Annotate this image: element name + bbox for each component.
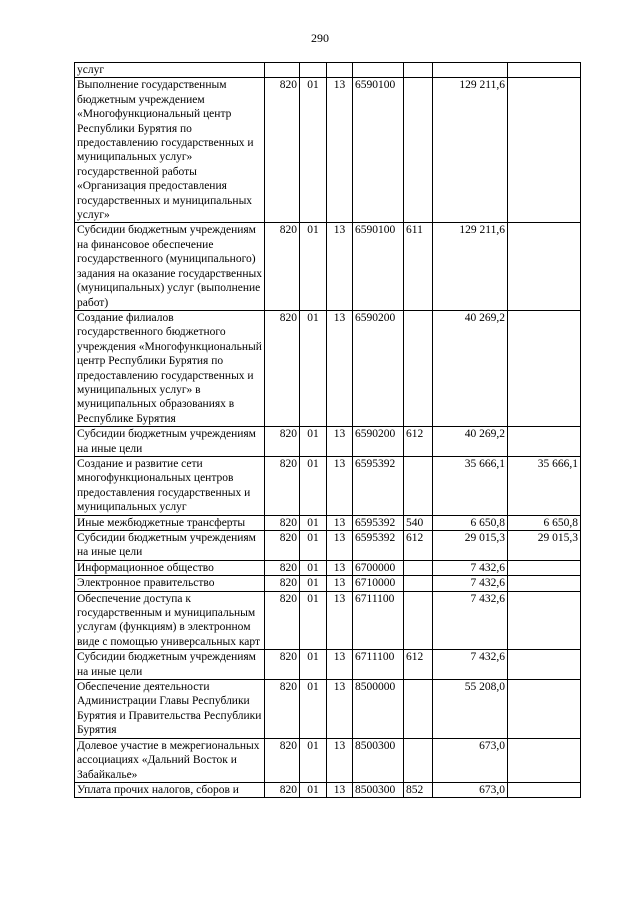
row-subsection-code: 13 bbox=[327, 576, 353, 591]
row-expense-type-code: 611 bbox=[404, 223, 433, 310]
row-subsection-code: 13 bbox=[327, 427, 353, 457]
row-description: Выполнение государственным бюджетным учреждением «Многофункциональный центр Республики Бурятия по предоставлению государственных и муниципальных услуг» государственной работы «Организация предоставления государственных и муниципальных услуг» bbox=[75, 78, 265, 223]
row-subsection-code: 13 bbox=[327, 782, 353, 797]
row-subsection-code: 13 bbox=[327, 456, 353, 515]
table-row bbox=[75, 738, 581, 782]
row-amount-federal bbox=[508, 591, 581, 650]
row-ministry-code: 820 bbox=[265, 456, 300, 515]
row-description: Информационное общество bbox=[75, 560, 265, 575]
row-target-article-code: 6711100 bbox=[353, 591, 404, 650]
row-amount: 29 015,3 bbox=[433, 531, 508, 561]
row-subsection-code: 13 bbox=[327, 650, 353, 680]
row-amount: 55 208,0 bbox=[433, 680, 508, 739]
row-ministry-code: 820 bbox=[265, 591, 300, 650]
table-row bbox=[75, 782, 581, 797]
row-subsection-code: 13 bbox=[327, 223, 353, 310]
row-amount-federal bbox=[508, 738, 581, 782]
row-amount: 673,0 bbox=[433, 738, 508, 782]
row-section-code: 01 bbox=[300, 223, 327, 310]
row-subsection-code: 13 bbox=[327, 78, 353, 223]
budget-table bbox=[74, 62, 581, 798]
row-description: Субсидии бюджетным учреждениям на иные цели bbox=[75, 650, 265, 680]
row-subsection-code: 13 bbox=[327, 738, 353, 782]
table-row bbox=[75, 78, 581, 223]
row-amount: 40 269,2 bbox=[433, 310, 508, 426]
row-expense-type-code: 852 bbox=[404, 782, 433, 797]
row-target-article-code: 6710000 bbox=[353, 576, 404, 591]
row-expense-type-code bbox=[404, 560, 433, 575]
row-subsection-code: 13 bbox=[327, 680, 353, 739]
row-target-article-code: 6590100 bbox=[353, 223, 404, 310]
table-row bbox=[75, 576, 581, 591]
table-row bbox=[75, 531, 581, 561]
row-target-article-code: 6590200 bbox=[353, 427, 404, 457]
row-description: Уплата прочих налогов, сборов и bbox=[75, 782, 265, 797]
row-amount-federal bbox=[508, 63, 581, 78]
row-expense-type-code bbox=[404, 576, 433, 591]
row-amount: 129 211,6 bbox=[433, 78, 508, 223]
row-description: Создание филиалов государственного бюджетного учреждения «Многофункциональный центр Республики Бурятия по предоставлению государственных и муниципальных услуг» в муниципальных образованиях в Республике Бурятия bbox=[75, 310, 265, 426]
table-row bbox=[75, 591, 581, 650]
row-amount-federal bbox=[508, 560, 581, 575]
row-target-article-code: 8500300 bbox=[353, 738, 404, 782]
row-section-code: 01 bbox=[300, 427, 327, 457]
row-ministry-code: 820 bbox=[265, 310, 300, 426]
row-subsection-code bbox=[327, 63, 353, 78]
row-ministry-code: 820 bbox=[265, 680, 300, 739]
row-section-code: 01 bbox=[300, 680, 327, 739]
row-amount-federal bbox=[508, 680, 581, 739]
row-description: Субсидии бюджетным учреждениям на иные цели bbox=[75, 531, 265, 561]
row-description: услуг bbox=[75, 63, 265, 78]
row-section-code: 01 bbox=[300, 515, 327, 530]
row-amount: 7 432,6 bbox=[433, 650, 508, 680]
row-ministry-code: 820 bbox=[265, 650, 300, 680]
row-amount-federal: 35 666,1 bbox=[508, 456, 581, 515]
row-amount-federal bbox=[508, 427, 581, 457]
row-expense-type-code: 540 bbox=[404, 515, 433, 530]
row-target-article-code: 6595392 bbox=[353, 531, 404, 561]
row-target-article-code: 8500000 bbox=[353, 680, 404, 739]
table-row bbox=[75, 560, 581, 575]
row-ministry-code: 820 bbox=[265, 531, 300, 561]
row-ministry-code: 820 bbox=[265, 223, 300, 310]
table-row bbox=[75, 680, 581, 739]
row-section-code: 01 bbox=[300, 78, 327, 223]
row-expense-type-code bbox=[404, 456, 433, 515]
row-description: Субсидии бюджетным учреждениям на финансовое обеспечение государственного (муниципального) задания на оказание государственных (муниципальных) услуг (выполнение работ) bbox=[75, 223, 265, 310]
row-section-code: 01 bbox=[300, 576, 327, 591]
row-amount: 6 650,8 bbox=[433, 515, 508, 530]
row-expense-type-code bbox=[404, 738, 433, 782]
row-section-code bbox=[300, 63, 327, 78]
table-row bbox=[75, 223, 581, 310]
row-subsection-code: 13 bbox=[327, 310, 353, 426]
row-target-article-code: 8500300 bbox=[353, 782, 404, 797]
row-subsection-code: 13 bbox=[327, 560, 353, 575]
row-description: Электронное правительство bbox=[75, 576, 265, 591]
row-expense-type-code: 612 bbox=[404, 650, 433, 680]
table-row bbox=[75, 456, 581, 515]
row-target-article-code: 6590200 bbox=[353, 310, 404, 426]
row-expense-type-code bbox=[404, 310, 433, 426]
row-target-article-code bbox=[353, 63, 404, 78]
row-section-code: 01 bbox=[300, 782, 327, 797]
row-expense-type-code: 612 bbox=[404, 427, 433, 457]
row-amount-federal bbox=[508, 310, 581, 426]
row-target-article-code: 6590100 bbox=[353, 78, 404, 223]
row-amount: 40 269,2 bbox=[433, 427, 508, 457]
row-amount-federal: 6 650,8 bbox=[508, 515, 581, 530]
row-section-code: 01 bbox=[300, 591, 327, 650]
table-row bbox=[75, 63, 581, 78]
row-subsection-code: 13 bbox=[327, 531, 353, 561]
row-subsection-code: 13 bbox=[327, 591, 353, 650]
row-description: Долевое участие в межрегиональных ассоциациях «Дальний Восток и Забайкалье» bbox=[75, 738, 265, 782]
row-amount bbox=[433, 63, 508, 78]
row-amount-federal: 29 015,3 bbox=[508, 531, 581, 561]
row-subsection-code: 13 bbox=[327, 515, 353, 530]
row-amount: 7 432,6 bbox=[433, 560, 508, 575]
table-body bbox=[75, 63, 581, 798]
row-target-article-code: 6711100 bbox=[353, 650, 404, 680]
row-amount: 129 211,6 bbox=[433, 223, 508, 310]
row-ministry-code: 820 bbox=[265, 427, 300, 457]
row-ministry-code: 820 bbox=[265, 515, 300, 530]
row-description: Обеспечение доступа к государственным и муниципальным услугам (функциям) в электронном виде с помощью универсальных карт bbox=[75, 591, 265, 650]
row-amount: 7 432,6 bbox=[433, 576, 508, 591]
row-expense-type-code: 612 bbox=[404, 531, 433, 561]
row-section-code: 01 bbox=[300, 738, 327, 782]
row-ministry-code: 820 bbox=[265, 738, 300, 782]
row-amount-federal bbox=[508, 576, 581, 591]
row-section-code: 01 bbox=[300, 560, 327, 575]
row-amount-federal bbox=[508, 223, 581, 310]
row-section-code: 01 bbox=[300, 310, 327, 426]
row-amount-federal bbox=[508, 78, 581, 223]
table-row bbox=[75, 650, 581, 680]
table-row bbox=[75, 427, 581, 457]
page-number: 290 bbox=[311, 31, 329, 45]
row-expense-type-code bbox=[404, 591, 433, 650]
table-row bbox=[75, 310, 581, 426]
row-amount: 673,0 bbox=[433, 782, 508, 797]
row-expense-type-code bbox=[404, 680, 433, 739]
row-amount-federal bbox=[508, 650, 581, 680]
row-target-article-code: 6595392 bbox=[353, 515, 404, 530]
row-section-code: 01 bbox=[300, 650, 327, 680]
table-row bbox=[75, 515, 581, 530]
row-amount: 35 666,1 bbox=[433, 456, 508, 515]
row-target-article-code: 6595392 bbox=[353, 456, 404, 515]
row-ministry-code: 820 bbox=[265, 576, 300, 591]
row-ministry-code: 820 bbox=[265, 78, 300, 223]
row-ministry-code: 820 bbox=[265, 560, 300, 575]
row-section-code: 01 bbox=[300, 456, 327, 515]
row-description: Обеспечение деятельности Администрации Главы Республики Бурятия и Правительства Республики Бурятия bbox=[75, 680, 265, 739]
row-target-article-code: 6700000 bbox=[353, 560, 404, 575]
row-amount: 7 432,6 bbox=[433, 591, 508, 650]
row-description: Иные межбюджетные трансферты bbox=[75, 515, 265, 530]
row-amount-federal bbox=[508, 782, 581, 797]
row-ministry-code bbox=[265, 63, 300, 78]
row-expense-type-code bbox=[404, 78, 433, 223]
row-description: Субсидии бюджетным учреждениям на иные цели bbox=[75, 427, 265, 457]
row-description: Создание и развитие сети многофункциональных центров предоставления государственных и муниципальных услуг bbox=[75, 456, 265, 515]
row-ministry-code: 820 bbox=[265, 782, 300, 797]
row-section-code: 01 bbox=[300, 531, 327, 561]
row-expense-type-code bbox=[404, 63, 433, 78]
